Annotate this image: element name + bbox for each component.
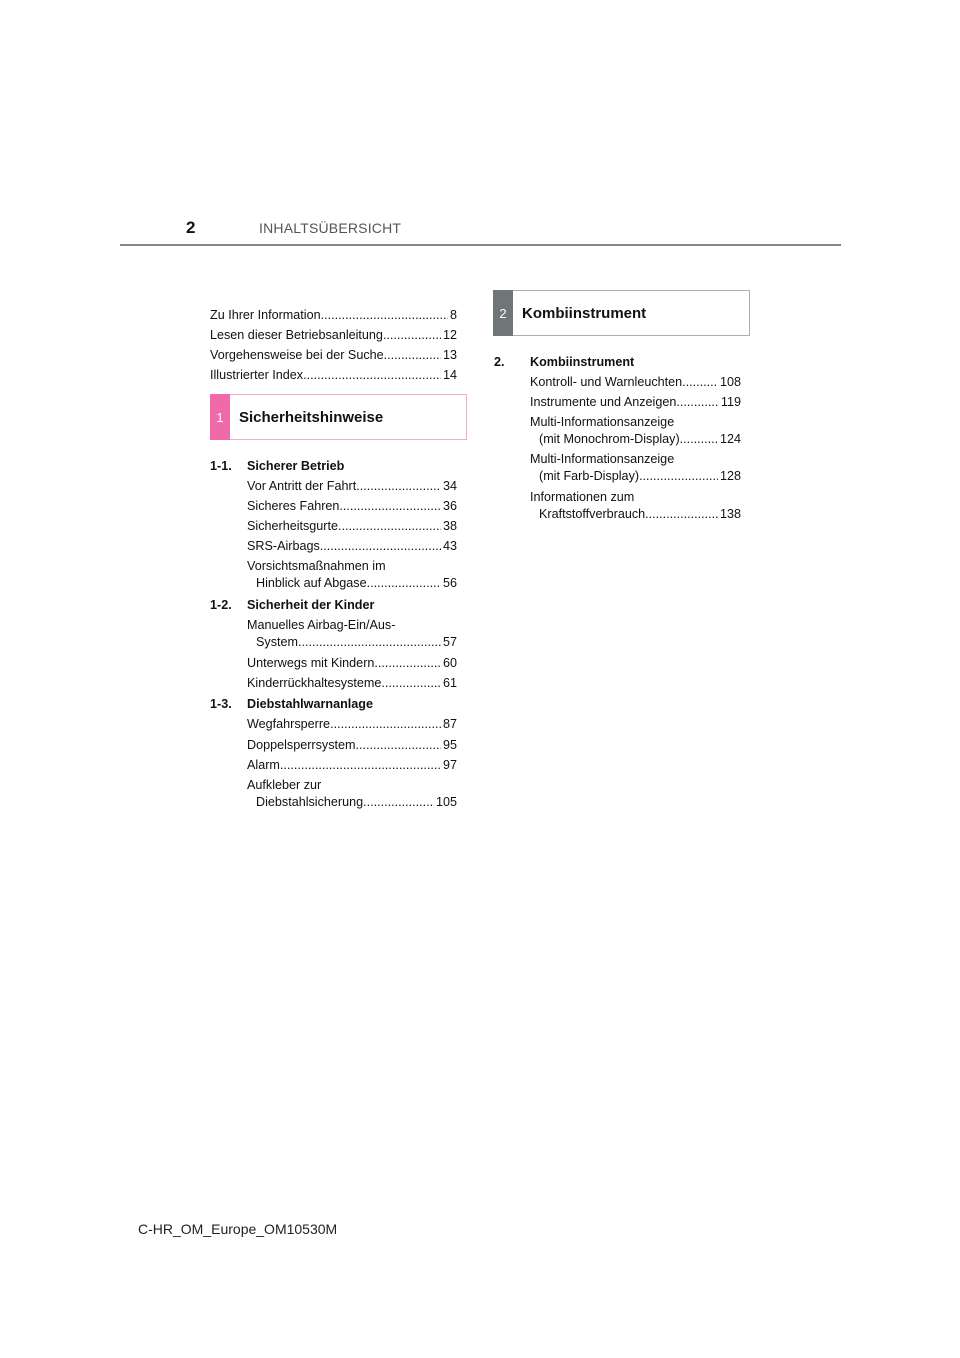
section-number-tab: 2 <box>493 290 513 336</box>
toc-entry[interactable]: Hinblick auf Abgase ..... 56 <box>256 575 457 591</box>
toc-entry[interactable]: Zu Ihrer Information ..... 8 <box>210 307 457 323</box>
toc-entry[interactable]: (mit Monochrom-Display) ..... 124 <box>539 431 741 447</box>
chapter-title: Sicherer Betrieb <box>247 459 345 473</box>
toc-entry-line1[interactable]: Multi-Informationsanzeige <box>530 452 675 466</box>
chapter-title: Diebstahlwarnanlage <box>247 697 373 711</box>
section-title: Kombiinstrument <box>522 304 647 322</box>
toc-entry[interactable]: Kontroll- und Warnleuchten ..... 108 <box>530 374 741 390</box>
toc-entry[interactable]: Doppelsperrsystem ..... 95 <box>247 737 457 753</box>
chapter-number: 2. <box>494 355 505 369</box>
toc-entry-line1[interactable]: Multi-Informationsanzeige <box>530 415 675 429</box>
toc-entry[interactable]: System ..... 57 <box>256 634 457 650</box>
toc-entry[interactable]: (mit Farb-Display) ..... 128 <box>539 468 741 484</box>
toc-entry[interactable]: Instrumente und Anzeigen ..... 119 <box>530 394 741 410</box>
chapter-title: Sicherheit der Kinder <box>247 598 375 612</box>
toc-entry-line1[interactable]: Manuelles Airbag-Ein/Aus- <box>247 618 396 632</box>
toc-entry[interactable]: Sicherheitsgurte ..... 38 <box>247 518 457 534</box>
toc-entry[interactable]: Wegfahrsperre ..... 87 <box>247 716 457 732</box>
toc-entry[interactable]: Unterwegs mit Kindern ..... 60 <box>247 655 457 671</box>
toc-entry-line1[interactable]: Vorsichtsmaßnahmen im <box>247 559 386 573</box>
section-title: Sicherheitshinweise <box>239 408 384 426</box>
chapter-number: 1-3. <box>210 697 232 711</box>
toc-entry[interactable]: Vor Antritt der Fahrt ..... 34 <box>247 478 457 494</box>
section-header-safety[interactable] <box>210 394 467 440</box>
section-header-instrument-cluster[interactable] <box>493 290 750 336</box>
chapter-title: Kombiinstrument <box>530 355 635 369</box>
toc-entry[interactable]: Vorgehensweise bei der Suche ..... 13 <box>210 347 457 363</box>
section-number-tab: 1 <box>210 394 230 440</box>
page-title: INHALTSÜBERSICHT <box>259 220 402 236</box>
toc-entry[interactable]: Diebstahlsicherung ..... 105 <box>256 794 457 810</box>
toc-entry[interactable]: Alarm ..... 97 <box>247 757 457 773</box>
toc-entry[interactable]: Sicheres Fahren ..... 36 <box>247 498 457 514</box>
toc-entry[interactable]: Lesen dieser Betriebsanleitung ..... 12 <box>210 327 457 343</box>
document-id: C-HR_OM_Europe_OM10530M <box>138 1221 338 1237</box>
chapter-number: 1-2. <box>210 598 232 612</box>
chapter-number: 1-1. <box>210 459 232 473</box>
toc-entry-line1[interactable]: Informationen zum <box>530 490 635 504</box>
toc-entry[interactable]: SRS-Airbags ..... 43 <box>247 538 457 554</box>
toc-entry[interactable]: Kinderrückhaltesysteme ..... 61 <box>247 675 457 691</box>
page-number: 2 <box>186 218 196 237</box>
toc-entry[interactable]: Kraftstoffverbrauch ..... 138 <box>539 506 741 522</box>
toc-entry[interactable]: Illustrierter Index ..... 14 <box>210 367 457 383</box>
header-divider <box>120 244 841 246</box>
toc-entry-line1[interactable]: Aufkleber zur <box>247 778 322 792</box>
